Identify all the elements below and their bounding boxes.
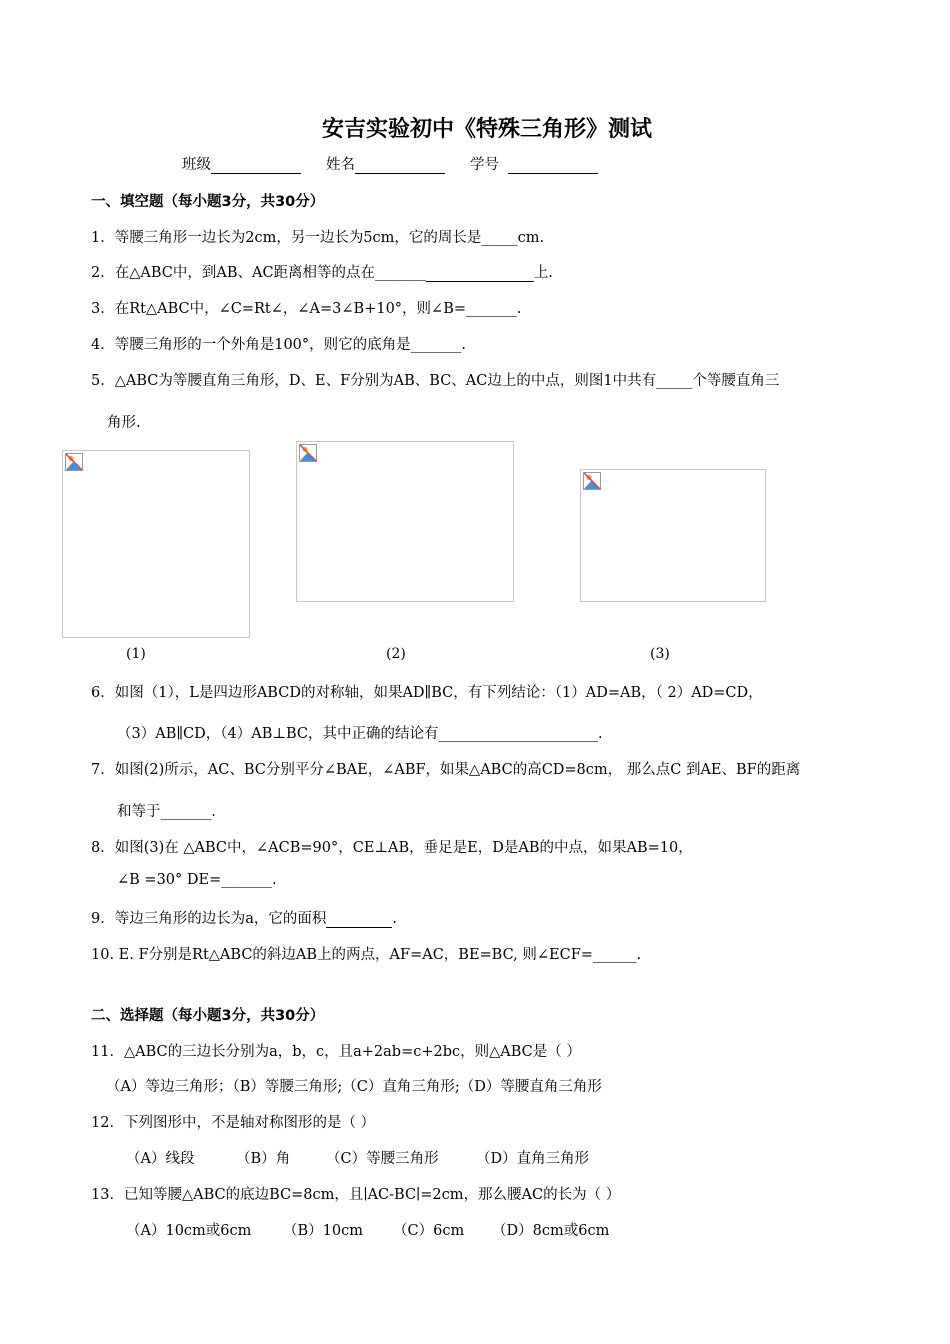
question-2: 2．在△ABC中，到AB、AC距离相等的点在_______ 上. <box>91 265 553 281</box>
name-field: 姓名 <box>326 153 445 174</box>
figure-1-image <box>62 450 250 638</box>
question-8-line1: 8．如图(3)在 △ABC中，∠ACB=90°，CE⊥AB，垂足是E，D是AB的中点，如果AB=10， <box>91 840 693 856</box>
q13-option-b: （B）10cm <box>283 1223 363 1239</box>
question-7-line2: 和等于_______. <box>117 804 216 820</box>
question-7-line1: 7．如图(2)所示，AC、BC分别平分∠BAE，∠ABF，如果△ABC的高CD=8cm， 那么点C 到AE、BF的距离 <box>91 762 801 778</box>
name-blank[interactable] <box>355 158 445 174</box>
q12-option-a: （A）线段 <box>126 1151 195 1167</box>
broken-image-icon <box>299 444 317 462</box>
q12-option-b: （B）角 <box>236 1151 291 1167</box>
question-5-line1: 5．△ABC为等腰直角三角形，D、E、F分别为AB、BC、AC边上的中点，则图1中共有_____个等腰直角三 <box>91 373 780 389</box>
q9-answer-blank[interactable] <box>326 912 392 928</box>
figure-3-image <box>580 469 766 602</box>
q12-option-c: （C）等腰三角形 <box>326 1151 439 1167</box>
question-12: 12．下列图形中，不是轴对称图形的是（ ） <box>91 1115 376 1131</box>
question-4: 4．等腰三角形的一个外角是100°，则它的底角是_______. <box>91 337 467 353</box>
class-blank[interactable] <box>211 158 301 174</box>
question-6-line1: 6．如图（1），L是四边形ABCD的对称轴，如果AD∥BC，有下列结论：（1）AD=AB，（ 2）AD=CD， <box>91 685 763 701</box>
question-5-line2: 角形. <box>107 415 141 431</box>
q12-option-d: （D）直角三角形 <box>476 1151 590 1167</box>
figure-3-caption: (3) <box>650 646 670 662</box>
figure-2-image <box>296 441 514 602</box>
question-13: 13．已知等腰△ABC的底边BC=8cm，且∣AC-BC∣=2cm，那么腰AC的长为（ ） <box>91 1187 621 1203</box>
q13-option-c: （C）6cm <box>393 1223 465 1239</box>
figure-1-caption: (1) <box>126 646 146 662</box>
question-11-options: （A）等边三角形；（B）等腰三角形;（C）直角三角形;（D）等腰直角三角形 <box>106 1079 602 1095</box>
q13-option-d: （D）8cm或6cm <box>492 1223 610 1239</box>
q2-answer-blank[interactable] <box>426 266 534 282</box>
q13-option-a: （A）10cm或6cm <box>126 1223 252 1239</box>
broken-image-icon <box>65 453 83 471</box>
figure-2-caption: (2) <box>386 646 406 662</box>
question-6-line2: （3）AB∥CD，（4）AB⊥BC，其中正确的结论有______________________. <box>117 726 603 742</box>
question-8-line2: ∠B =30° DE=_______. <box>117 872 277 888</box>
class-field: 班级 <box>182 153 301 174</box>
question-11: 11．△ABC的三边长分别为a，b，c，且a+2ab=c+2bc，则△ABC是（ ） <box>91 1044 581 1060</box>
question-9: 9．等边三角形的边长为a，它的面积 . <box>91 911 397 927</box>
student-id-field: 学号 <box>470 153 598 174</box>
section1-heading: 一、填空题（每小题3分，共30分） <box>91 194 325 210</box>
question-1: 1．等腰三角形一边长为2cm，另一边长为5cm，它的周长是_____cm. <box>91 230 545 246</box>
question-3: 3．在Rt△ABC中，∠C=Rt∠，∠A=3∠B+10°，则∠B=_______. <box>91 301 522 317</box>
broken-image-icon <box>583 472 601 490</box>
question-10: 10. E. F分别是Rt△ABC的斜边AB上的两点，AF=AC，BE=BC, 则∠ECF=______. <box>91 947 642 963</box>
student-id-blank[interactable] <box>508 158 598 174</box>
section2-heading: 二、选择题（每小题3分，共30分） <box>91 1008 325 1024</box>
